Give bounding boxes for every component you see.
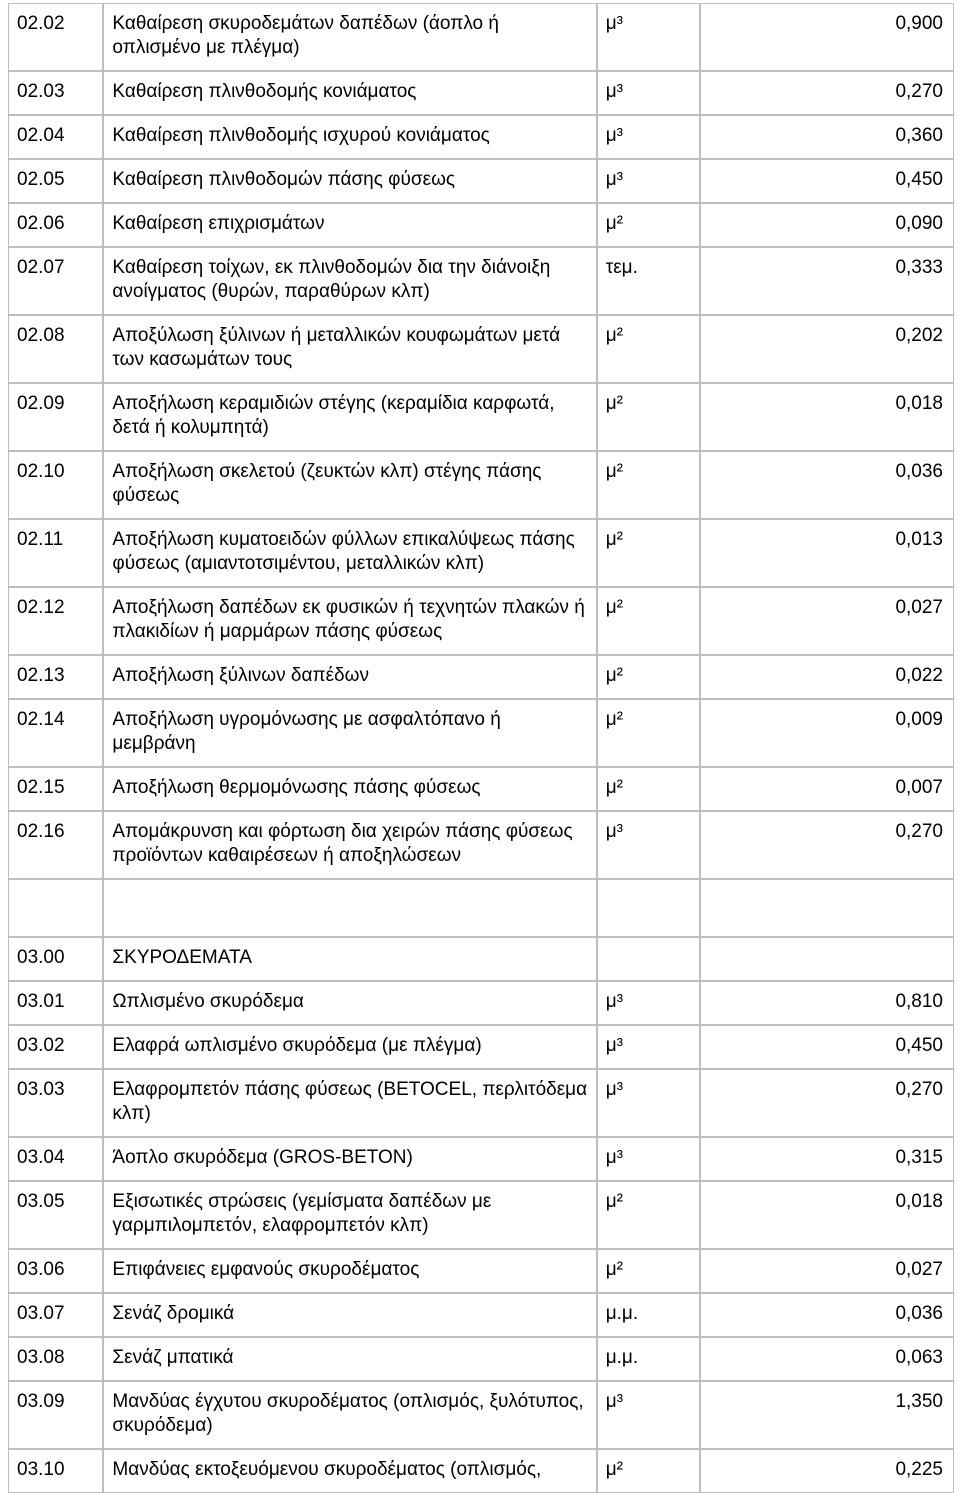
item-unit: μ³: [597, 1025, 701, 1069]
item-unit: μ.μ.: [597, 1337, 701, 1381]
item-code: 02.15: [8, 767, 103, 811]
blank-row: [8, 879, 954, 937]
item-description: Αποξύλωση ξύλινων ή μεταλλικών κουφωμάτων μετά των κασωμάτων τους: [103, 315, 596, 383]
item-code: 02.10: [8, 451, 103, 519]
table-row: [8, 159, 954, 203]
item-unit: μ³: [597, 3, 701, 71]
item-description: Ελαφρομπετόν πάσης φύσεως (BETOCEL, περλιτόδεμα κλπ): [103, 1069, 596, 1137]
table-row: [8, 1025, 954, 1069]
item-description: Απομάκρυνση και φόρτωση δια χειρών πάσης φύσεως προϊόντων καθαιρέσεων ή αποξηλώσεων: [103, 811, 596, 879]
item-quantity: 0,360: [700, 115, 954, 159]
item-description: Άοπλο σκυρόδεμα (GROS-BETON): [103, 1137, 596, 1181]
table-row: [8, 699, 954, 767]
item-quantity: 0,810: [700, 981, 954, 1025]
item-quantity: [700, 879, 954, 937]
table-row: [8, 981, 954, 1025]
item-unit: μ³: [597, 159, 701, 203]
table-row: [8, 655, 954, 699]
item-description: [103, 879, 596, 937]
table-row: [8, 1181, 954, 1249]
item-unit: μ²: [597, 519, 701, 587]
table-row: [8, 71, 954, 115]
table-row: [8, 1249, 954, 1293]
item-unit: μ³: [597, 1069, 701, 1137]
item-unit: μ²: [597, 655, 701, 699]
item-unit: μ²: [597, 587, 701, 655]
item-description: Σενάζ μπατικά: [103, 1337, 596, 1381]
item-unit: μ²: [597, 383, 701, 451]
item-description: Αποξήλωση υγρομόνωσης με ασφαλτόπανο ή μεμβράνη: [103, 699, 596, 767]
item-quantity: 0,333: [700, 247, 954, 315]
item-code: 03.10: [8, 1449, 103, 1493]
item-unit: μ²: [597, 1249, 701, 1293]
item-code: 03.06: [8, 1249, 103, 1293]
item-description: Αποξήλωση δαπέδων εκ φυσικών ή τεχνητών πλακών ή πλακιδίων ή μαρμάρων πάσης φύσεως: [103, 587, 596, 655]
item-quantity: 0,270: [700, 1069, 954, 1137]
item-code: 02.05: [8, 159, 103, 203]
item-quantity: 0,007: [700, 767, 954, 811]
table-row: [8, 451, 954, 519]
item-description: Εξισωτικές στρώσεις (γεμίσματα δαπέδων με γαρμπιλομπετόν, ελαφρομπετόν κλπ): [103, 1181, 596, 1249]
table-row: [8, 767, 954, 811]
item-code: 03.01: [8, 981, 103, 1025]
item-quantity: 0,018: [700, 383, 954, 451]
item-unit: μ²: [597, 1449, 701, 1493]
item-quantity: 0,009: [700, 699, 954, 767]
item-unit: [597, 879, 701, 937]
item-code: 02.02: [8, 3, 103, 71]
item-description: Μανδύας εκτοξευόμενου σκυροδέματος (οπλισμός,: [103, 1449, 596, 1493]
item-quantity: 0,450: [700, 159, 954, 203]
item-quantity: 1,350: [700, 1381, 954, 1449]
work-items-table: [8, 3, 954, 1493]
item-description: Αποξήλωση θερμομόνωσης πάσης φύσεως: [103, 767, 596, 811]
item-quantity: 0,036: [700, 1293, 954, 1337]
item-code: 02.03: [8, 71, 103, 115]
item-unit: μ²: [597, 767, 701, 811]
table-row: [8, 587, 954, 655]
table-row: [8, 115, 954, 159]
item-description: Αποξήλωση κεραμιδιών στέγης (κεραμίδια καρφωτά, δετά ή κολυμπητά): [103, 383, 596, 451]
item-description: Αποξήλωση κυματοειδών φύλλων επικαλύψεως πάσης φύσεως (αμιαντοτσιμέντου, μεταλλικών κλπ): [103, 519, 596, 587]
table-row: [8, 519, 954, 587]
item-quantity: 0,900: [700, 3, 954, 71]
table-row: [8, 1069, 954, 1137]
item-quantity: 0,315: [700, 1137, 954, 1181]
item-quantity: 0,063: [700, 1337, 954, 1381]
item-code: 02.13: [8, 655, 103, 699]
item-description: Καθαίρεση επιχρισμάτων: [103, 203, 596, 247]
item-code: 02.16: [8, 811, 103, 879]
item-unit: τεμ.: [597, 247, 701, 315]
table-row: [8, 811, 954, 879]
item-description: Επιφάνειες εμφανούς σκυροδέματος: [103, 1249, 596, 1293]
item-description: Καθαίρεση σκυροδεμάτων δαπέδων (άοπλο ή οπλισμένο με πλέγμα): [103, 3, 596, 71]
item-quantity: 0,036: [700, 451, 954, 519]
table-row: [8, 1449, 954, 1493]
table-row: [8, 1293, 954, 1337]
table-row: [8, 203, 954, 247]
table-row: [8, 383, 954, 451]
item-code: 02.14: [8, 699, 103, 767]
item-description: Αποξήλωση ξύλινων δαπέδων: [103, 655, 596, 699]
table-row: [8, 315, 954, 383]
item-description: Σενάζ δρομικά: [103, 1293, 596, 1337]
table-row: [8, 1381, 954, 1449]
section-header-row: [8, 937, 954, 981]
item-description: Μανδύας έγχυτου σκυροδέματος (οπλισμός, ξυλότυπος, σκυρόδεμα): [103, 1381, 596, 1449]
item-quantity: 0,270: [700, 811, 954, 879]
item-description: Καθαίρεση πλινθοδομής ισχυρού κονιάματος: [103, 115, 596, 159]
item-unit: μ²: [597, 203, 701, 247]
item-unit: μ³: [597, 981, 701, 1025]
item-unit: μ.μ.: [597, 1293, 701, 1337]
item-code: 02.06: [8, 203, 103, 247]
item-quantity: 0,090: [700, 203, 954, 247]
item-code: 03.09: [8, 1381, 103, 1449]
item-description: Ωπλισμένο σκυρόδεμα: [103, 981, 596, 1025]
item-code: 03.05: [8, 1181, 103, 1249]
item-unit: μ³: [597, 1137, 701, 1181]
item-code: 02.09: [8, 383, 103, 451]
item-unit: μ³: [597, 115, 701, 159]
item-unit: μ³: [597, 811, 701, 879]
item-quantity: 0,013: [700, 519, 954, 587]
item-code: 02.08: [8, 315, 103, 383]
item-unit: μ³: [597, 1381, 701, 1449]
item-description: Καθαίρεση πλινθοδομής κονιάματος: [103, 71, 596, 115]
item-quantity: [700, 937, 954, 981]
item-code: 02.07: [8, 247, 103, 315]
item-quantity: 0,202: [700, 315, 954, 383]
table-row: [8, 1337, 954, 1381]
item-unit: μ³: [597, 71, 701, 115]
item-description: Καθαίρεση τοίχων, εκ πλινθοδομών δια την διάνοιξη ανοίγματος (θυρών, παραθύρων κλπ): [103, 247, 596, 315]
item-quantity: 0,027: [700, 587, 954, 655]
table-row: [8, 3, 954, 71]
item-unit: μ²: [597, 451, 701, 519]
item-code: 02.12: [8, 587, 103, 655]
item-quantity: 0,270: [700, 71, 954, 115]
item-code: 03.08: [8, 1337, 103, 1381]
item-description: Καθαίρεση πλινθοδομών πάσης φύσεως: [103, 159, 596, 203]
item-unit: μ²: [597, 1181, 701, 1249]
item-code: 02.11: [8, 519, 103, 587]
item-unit: μ²: [597, 315, 701, 383]
item-description: Ελαφρά ωπλισμένο σκυρόδεμα (με πλέγμα): [103, 1025, 596, 1069]
table-row: [8, 1137, 954, 1181]
item-unit: μ²: [597, 699, 701, 767]
item-code: [8, 879, 103, 937]
item-quantity: 0,022: [700, 655, 954, 699]
section-title: ΣΚΥΡΟΔΕΜΑΤΑ: [103, 937, 596, 981]
item-quantity: 0,018: [700, 1181, 954, 1249]
item-code: 03.02: [8, 1025, 103, 1069]
item-quantity: 0,450: [700, 1025, 954, 1069]
item-code: 02.04: [8, 115, 103, 159]
item-code: 03.00: [8, 937, 103, 981]
item-code: 03.04: [8, 1137, 103, 1181]
item-code: 03.03: [8, 1069, 103, 1137]
item-quantity: 0,225: [700, 1449, 954, 1493]
table-row: [8, 247, 954, 315]
item-unit: [597, 937, 701, 981]
item-code: 03.07: [8, 1293, 103, 1337]
item-description: Αποξήλωση σκελετού (ζευκτών κλπ) στέγης πάσης φύσεως: [103, 451, 596, 519]
item-quantity: 0,027: [700, 1249, 954, 1293]
